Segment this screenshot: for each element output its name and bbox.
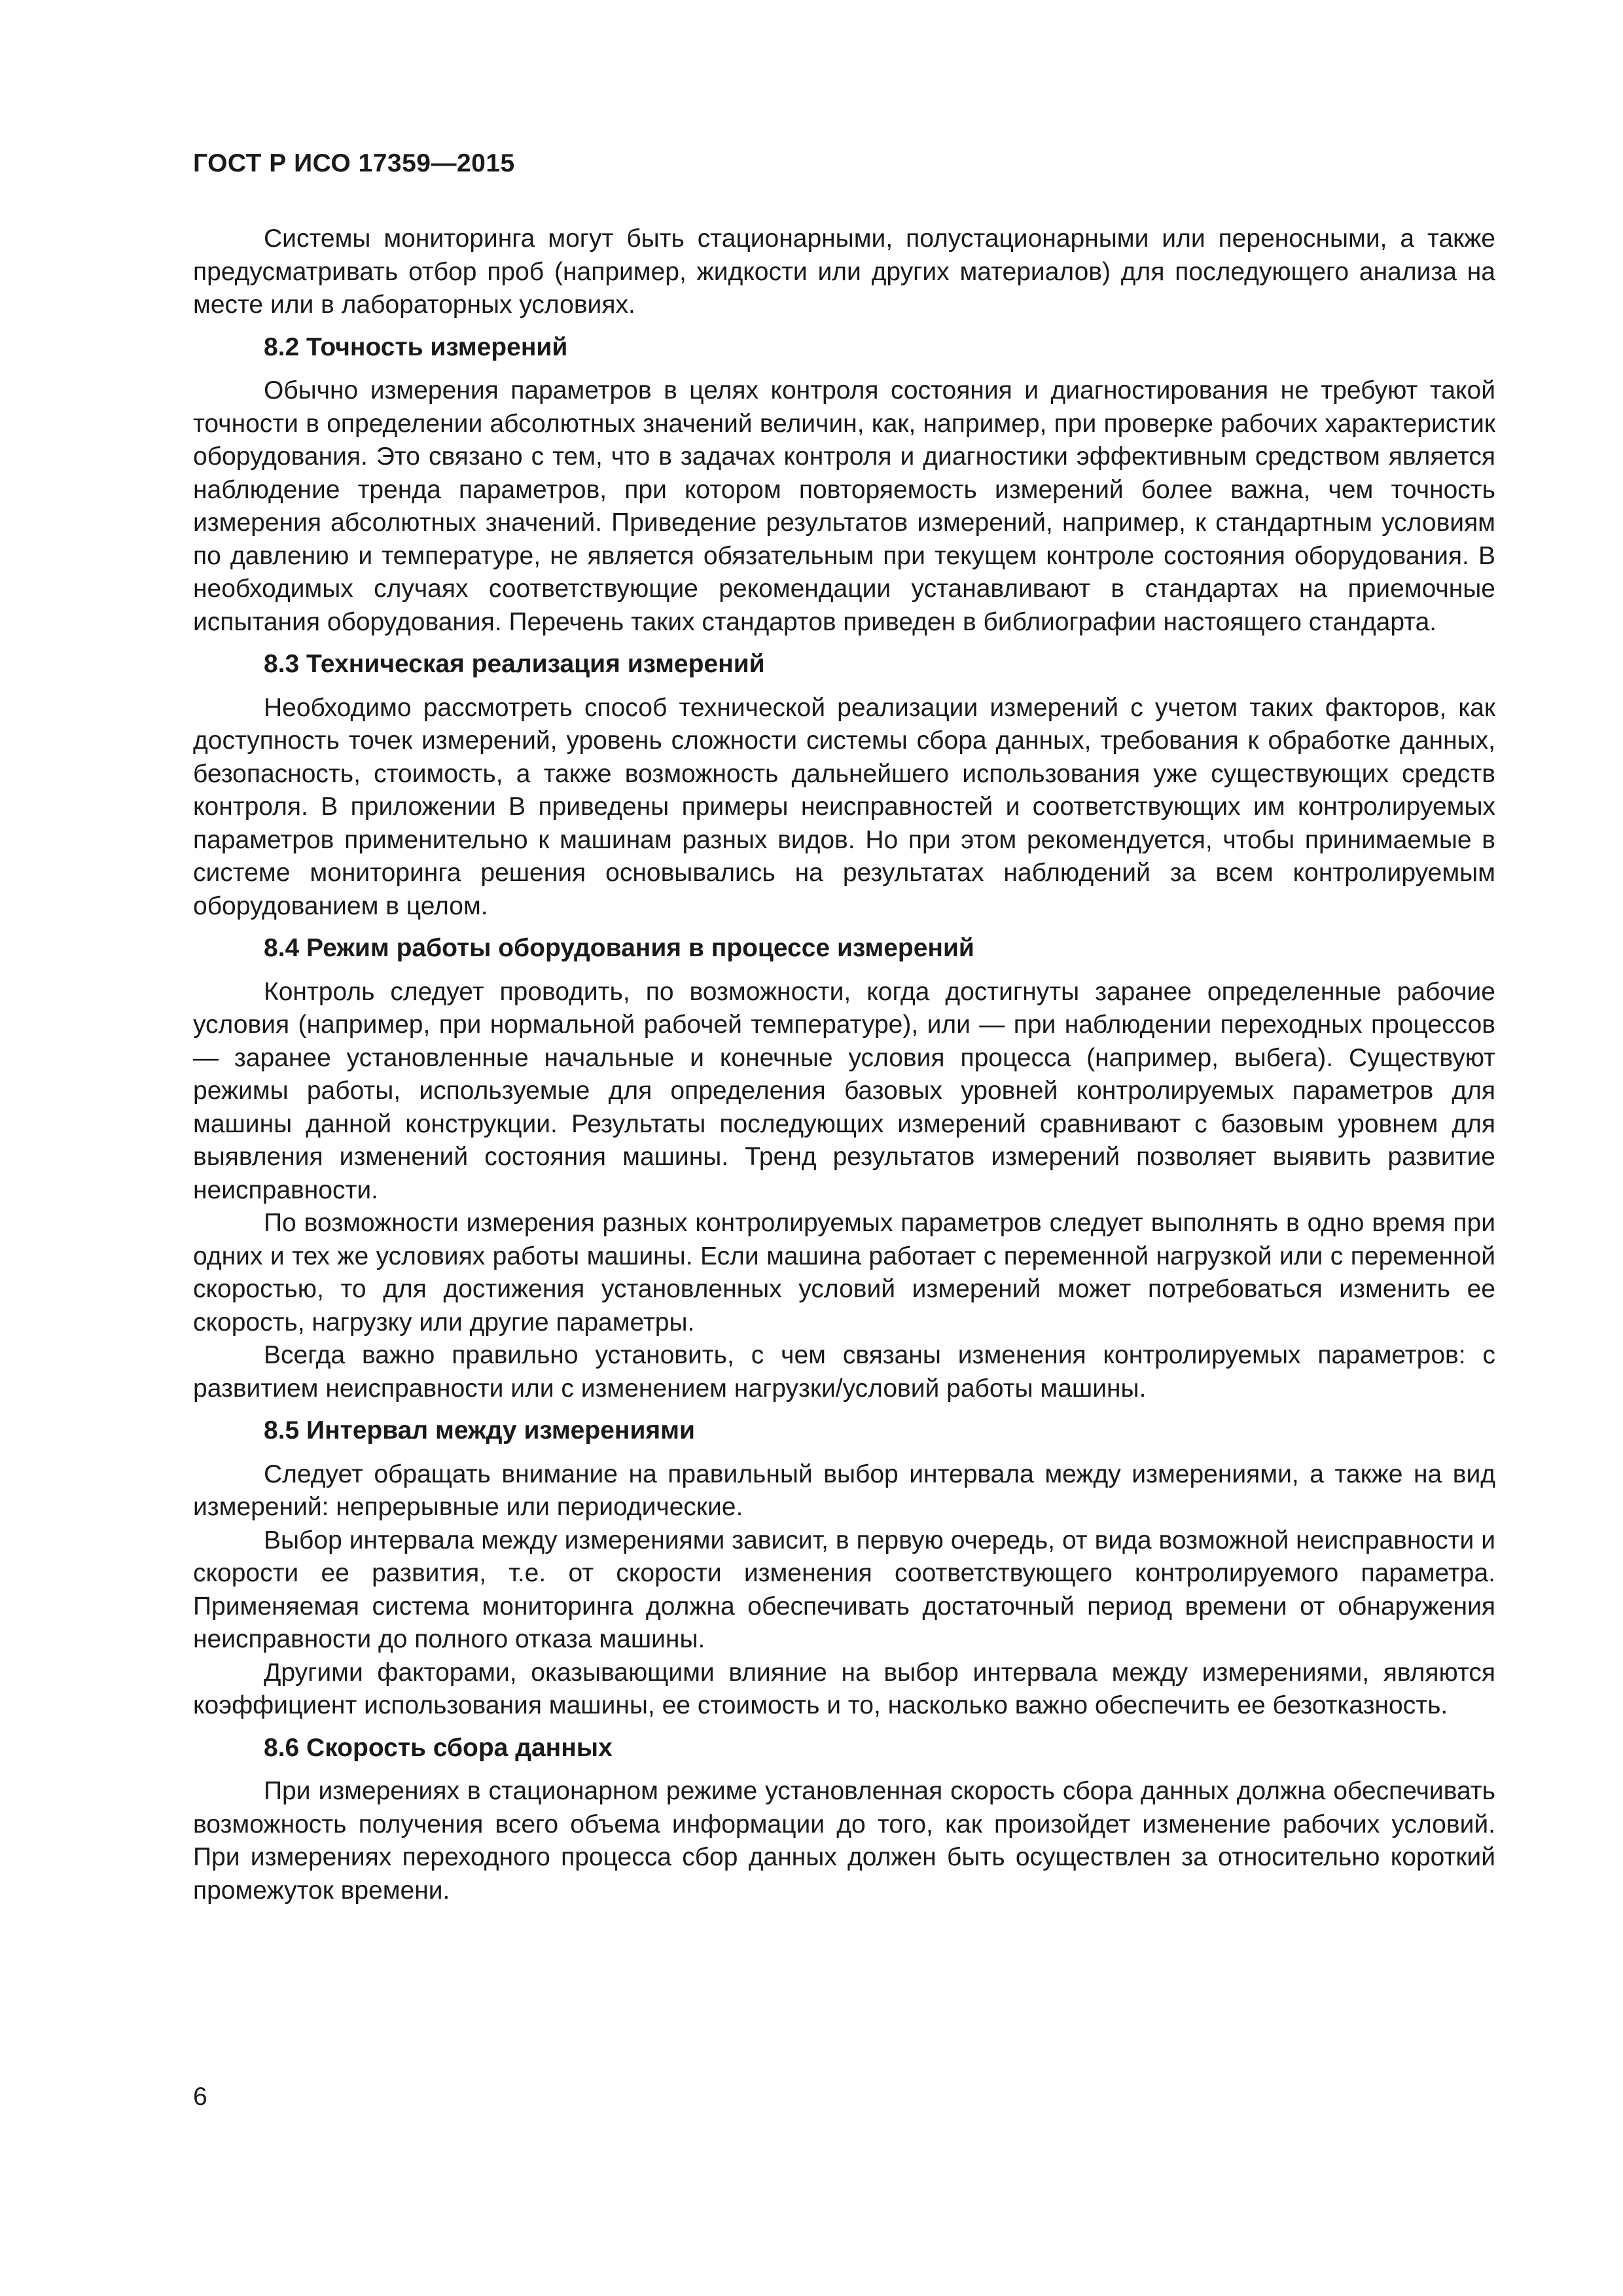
paragraph: Системы мониторинга могут быть стационарными, полустационарными или переносными, а также предусматривать отбор проб (например, жидкости или других материалов) для последующего анализа на месте или в лабораторных условиях. bbox=[193, 224, 1495, 319]
section-heading: 8.2 Точность измерений bbox=[264, 332, 568, 361]
paragraph: Выбор интервала между измерениями зависит, в первую очередь, от вида возможной неисправности и скорости ее развития, т.е. от скорости изменения соответствующего контролируемого параметра. Применяемая система мониторинга должна обеспечивать достаточный период времени от обнаружения неисправности до полного отказа машины. bbox=[193, 1526, 1495, 1653]
paragraph: Необходимо рассмотреть способ технической реализации измерений с учетом таких факторов, как доступность точек измерений, уровень сложности системы сбора данных, требования к обработке данных, безопасность, стоимость, а также возможность дальнейшего использования уже существующих средств контроля. В приложении В приведены примеры неисправностей и соответствующих им контролируемых параметров применительно к машинам разных видов. Но при этом рекомендуется, чтобы принимаемые в системе мониторинга решения основывались на результатах наблюдений за всем контролируемым оборудованием в целом. bbox=[193, 693, 1495, 920]
paragraph: Обычно измерения параметров в целях контроля состояния и диагностирования не требуют такой точности в определении абсолютных значений величин, как, например, при проверке рабочих характеристик оборудования. Это связано с тем, что в задачах контроля и диагностики эффективным средством является наблюдение тренда параметров, при котором повторяемость измерений более важна, чем точность измерения абсолютных значений. Приведение результатов измерений, например, к стандартным условиям по давлению и температуре, не является обязательным при текущем контроле состояния оборудования. В необходимых случаях соответствующие рекомендации устанавливают в стандартах на приемочные испытания оборудования. Перечень таких стандартов приведен в библиографии настоящего стандарта. bbox=[193, 376, 1495, 636]
section-heading: 8.5 Интервал между измерениями bbox=[264, 1416, 696, 1444]
page-number: 6 bbox=[193, 2083, 207, 2111]
paragraph: Следует обращать внимание на правильный выбор интервала между измерениями, а также на вид измерений: непрерывные или периодические. bbox=[193, 1460, 1495, 1521]
paragraph: При измерениях в стационарном режиме установленная скорость сбора данных должна обеспечивать возможность получения всего объема информации до того, как произойдет изменение рабочих условий. При измерениях переходного процесса сбор данных должен быть осуществлен за относительно короткий промежуток времени. bbox=[193, 1777, 1495, 1905]
paragraph: Контроль следует проводить, по возможности, когда достигнуты заранее определенные рабочие условия (например, при нормальной рабочей температуре), или — при наблюдении переходных процессов — заранее установленные начальные и конечные условия процесса (например, выбега). Существуют режимы работы, используемые для определения базовых уровней контролируемых параметров для машины данной конструкции. Результаты последующих измерений сравнивают с базовым уровнем для выявления изменений состояния машины. Тренд результатов измерений позволяет выявить развитие неисправности. bbox=[193, 977, 1495, 1204]
document-body bbox=[193, 223, 1495, 1907]
paragraph: Другими факторами, оказывающими влияние на выбор интервала между измерениями, являются коэффициент использования машины, ее стоимость и то, насколько важно обеспечить ее безотказность. bbox=[193, 1658, 1495, 1719]
section-heading: 8.4 Режим работы оборудования в процессе измерений bbox=[264, 934, 974, 962]
document-header: ГОСТ Р ИСО 17359—2015 bbox=[193, 149, 515, 177]
paragraph: По возможности измерения разных контролируемых параметров следует выполнять в одно время при одних и тех же условиях работы машины. Если машина работает с переменной нагрузкой или с переменной скоростью, то для достижения установленных условий измерений может потребоваться изменить ее скорость, нагрузку или другие параметры. bbox=[193, 1209, 1495, 1336]
paragraph: Всегда важно правильно установить, с чем связаны изменения контролируемых параметров: с развитием неисправности или с изменением нагрузки/условий работы машины. bbox=[193, 1341, 1495, 1403]
section-heading: 8.6 Скорость сбора данных bbox=[264, 1733, 613, 1762]
section-heading: 8.3 Техническая реализация измерений bbox=[264, 650, 765, 678]
